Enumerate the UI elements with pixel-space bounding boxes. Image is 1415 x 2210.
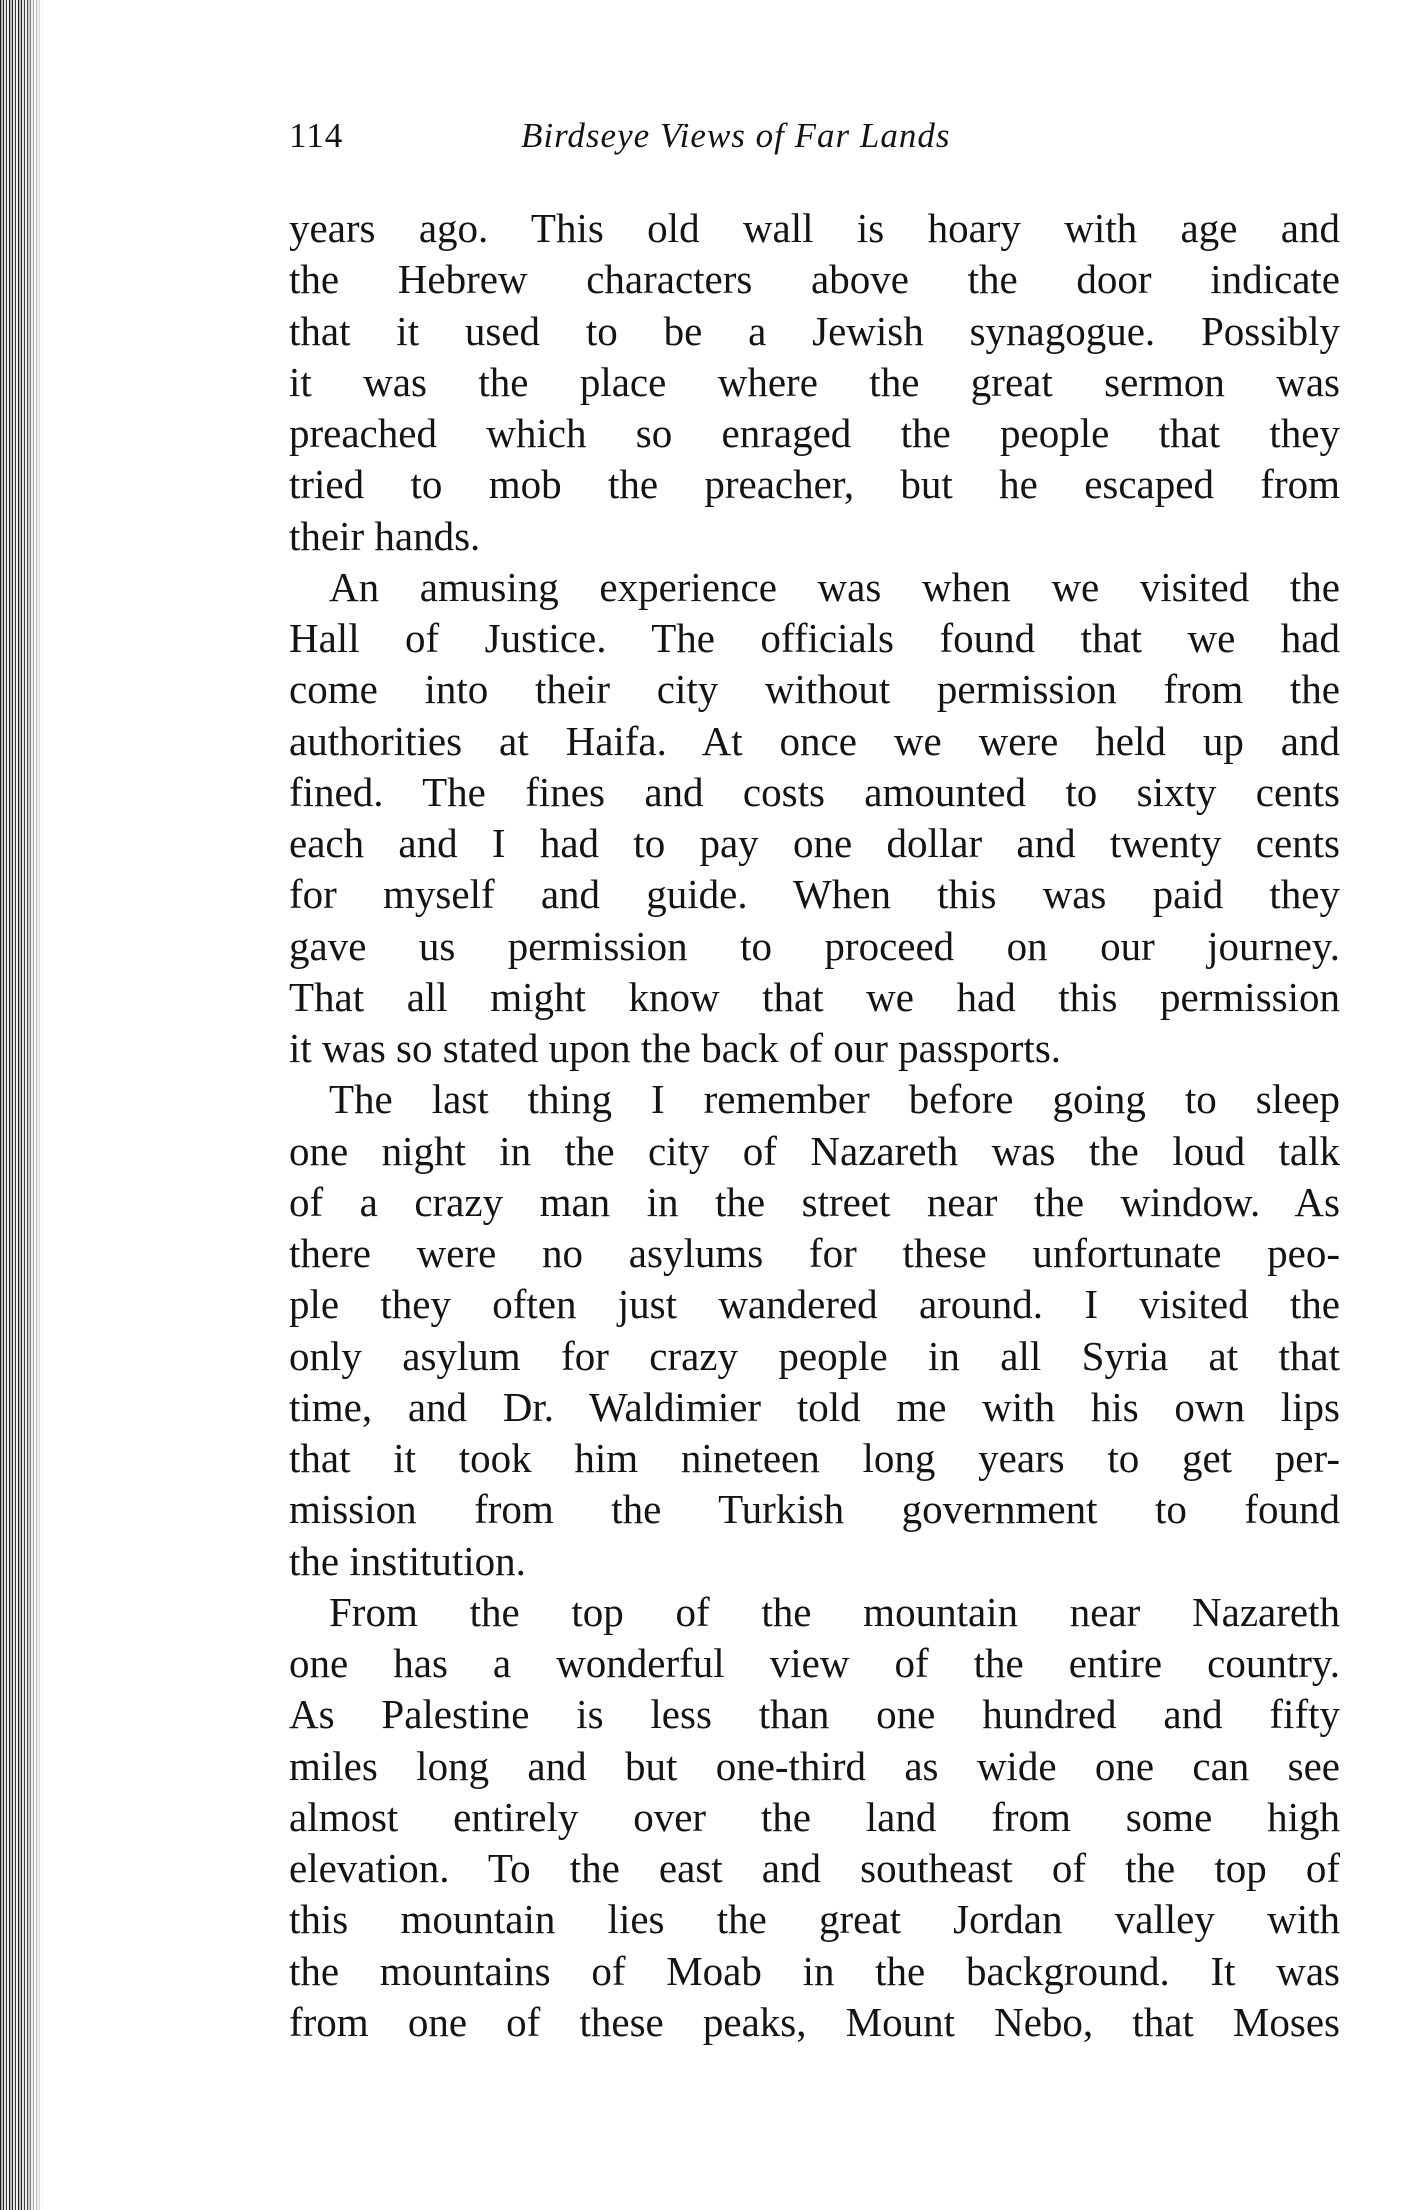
text-line: the institution.	[289, 1537, 526, 1584]
text-line: As Palestine is less than one hundred and fifty	[289, 1691, 1340, 1738]
text-line: that it took him nineteen long years to get per-	[289, 1435, 1340, 1481]
page-number: 114	[289, 116, 344, 155]
text-line: That all might know that we had this permission	[289, 973, 1340, 1020]
text-line: from one of these peaks, Mount Nebo, that Moses	[289, 1998, 1340, 2045]
text-line: it was so stated upon the back of our passports.	[289, 1025, 1062, 1071]
text-line: The last thing I remember before going to sleep	[329, 1076, 1340, 1123]
book-binding-edge	[0, 0, 44, 2210]
text-line: ple they often just wandered around. I visited the	[289, 1281, 1340, 1328]
text-line: for myself and guide. When this was paid they	[289, 871, 1340, 918]
text-line: that it used to be a Jewish synagogue. Possibly	[289, 307, 1340, 354]
text-line: the Hebrew characters above the door indicate	[289, 256, 1340, 303]
text-line: of a crazy man in the street near the window. As	[289, 1178, 1340, 1225]
text-line: one night in the city of Nazareth was the loud talk	[289, 1127, 1340, 1174]
text-line: miles long and but one-third as wide one can see	[289, 1742, 1340, 1789]
text-line: one has a wonderful view of the entire country.	[289, 1640, 1340, 1686]
text-line: preached which so enraged the people that they	[289, 410, 1340, 456]
text-line: almost entirely over the land from some high	[289, 1793, 1340, 1840]
text-line: there were no asylums for these unfortunate peo-	[289, 1230, 1340, 1276]
text-line: come into their city without permission from the	[289, 666, 1340, 713]
text-line: elevation. To the east and southeast of the top of	[289, 1845, 1340, 1891]
text-line: the mountains of Moab in the background. It was	[289, 1947, 1340, 1994]
text-line: From the top of the mountain near Nazareth	[329, 1588, 1340, 1635]
page-header	[289, 110, 1089, 162]
text-line: their hands.	[289, 512, 481, 559]
text-line: fined. The fines and costs amounted to sixty cents	[289, 768, 1340, 815]
text-line: tried to mob the preacher, but he escaped from	[289, 461, 1340, 508]
text-line: authorities at Haifa. At once we were held up and	[289, 717, 1340, 764]
text-line: only asylum for crazy people in all Syria at that	[289, 1332, 1340, 1379]
text-line: it was the place where the great sermon was	[289, 358, 1340, 405]
running-title: Birdseye Views of Far Lands	[521, 116, 951, 155]
text-line: time, and Dr. Waldimier told me with his own lips	[289, 1383, 1340, 1430]
body-text	[289, 203, 1340, 2048]
text-line: this mountain lies the great Jordan valley with	[289, 1896, 1340, 1943]
text-line: Hall of Justice. The officials found that we had	[289, 615, 1340, 661]
text-line: An amusing experience was when we visited the	[329, 563, 1340, 610]
text-line: gave us permission to proceed on our journey.	[289, 922, 1340, 969]
text-line: years ago. This old wall is hoary with age and	[289, 205, 1340, 251]
text-line: each and I had to pay one dollar and twenty cents	[289, 820, 1340, 866]
text-line: mission from the Turkish government to found	[289, 1486, 1340, 1533]
